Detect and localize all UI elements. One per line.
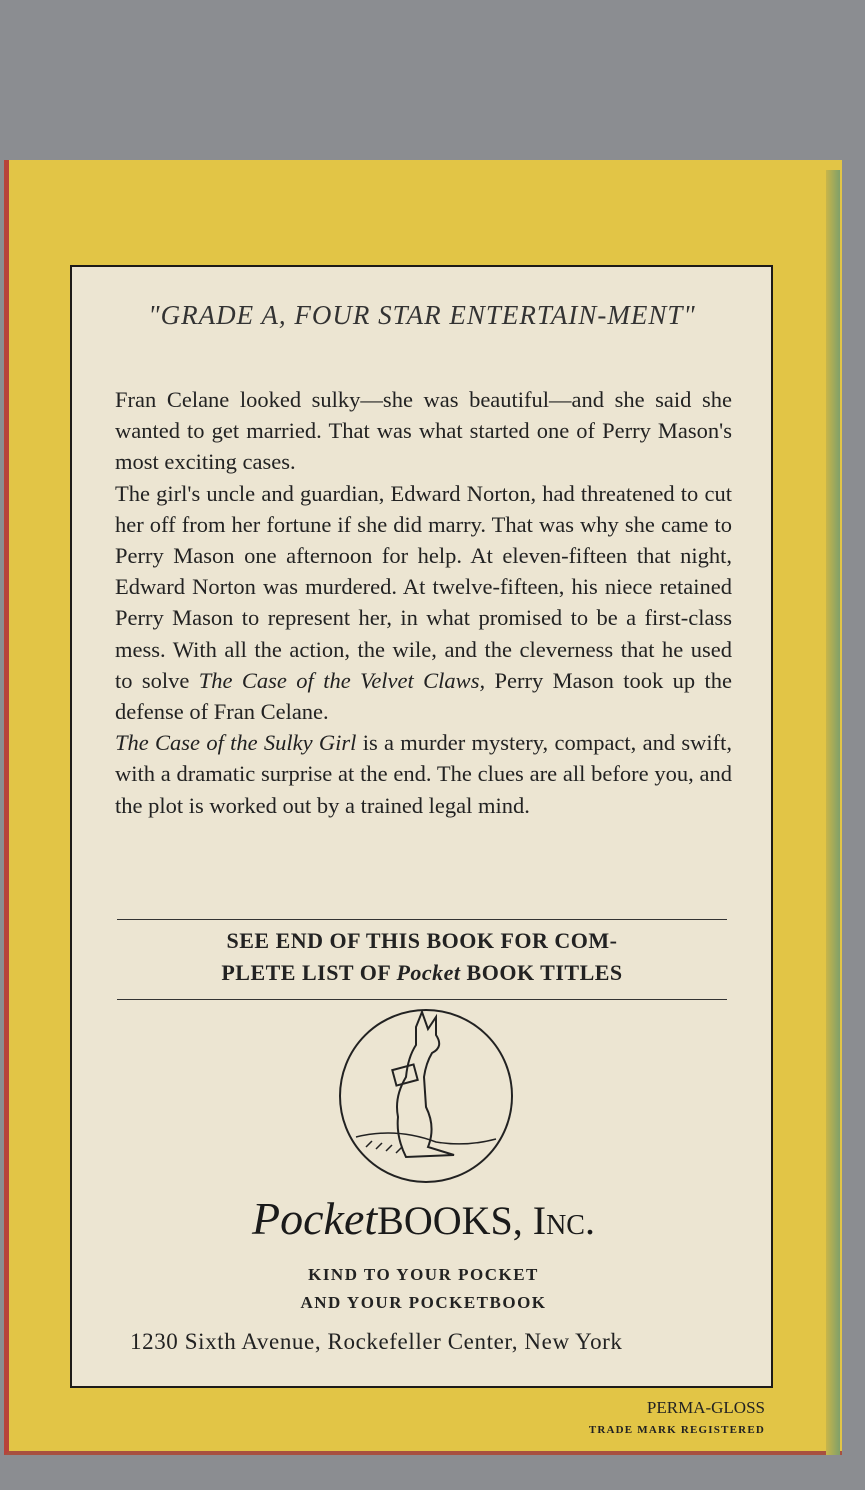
publisher-address: 1230 Sixth Avenue, Rockefeller Center, New York: [130, 1329, 623, 1354]
divider: [117, 999, 727, 1000]
book-title: The Case of the Sulky Girl: [115, 730, 357, 756]
trademark-label: TRADE MARK REGISTERED: [588, 1424, 765, 1436]
paragraph-2: [115, 478, 732, 728]
notice-line: PLETE LIST OF Pocket BOOK TITLES: [221, 960, 623, 985]
paragraph-3: [115, 727, 732, 821]
text: is a murder mystery, compact, and swift, with a dramatic surprise at the end. The clues are all before you, and the plot is worked out by a trained legal mind.: [115, 730, 732, 818]
blurb-panel: [70, 265, 773, 1388]
paragraph-1: Fran Celane looked sulky—she was beautiful—and she said she wanted to get married. That was what started one of Perry Mason's most exciting cases.: [115, 387, 732, 475]
tagline-line-2: AND YOUR POCKETBOOK: [300, 1293, 547, 1312]
tagline-line-1: KIND TO YOUR POCKET: [308, 1265, 539, 1284]
perma-gloss-label: PERMA-GLOSS: [646, 1398, 765, 1417]
kangaroo-logo-icon: [336, 1007, 516, 1185]
blurb-text: [115, 384, 732, 821]
book-title: The Case of the Velvet Claws,: [198, 667, 486, 693]
publisher-name: PocketBOOKS, Inc.: [252, 1193, 595, 1244]
divider: [117, 919, 727, 920]
headline: "GRADE A, FOUR STAR ENTERTAIN-MENT": [148, 300, 696, 330]
text: Perry Mason took up the defense of Fran Celane.: [115, 667, 732, 725]
text: The girl's uncle and guardian, Edward Norton, had threatened to cut her off from her fortune if she did marry. That was why she came to Perry Mason one afternoon for help. At eleven-fifteen that night, Edward Norton was murdered. At twelve-fifteen, his niece retained Perry Mason to represent her, in what promised to be a first-class mess. With all the action, the wile, and the cleverness that he used to solve: [115, 480, 732, 693]
see-end-notice: [117, 925, 727, 989]
notice-line: SEE END OF THIS BOOK FOR COM-: [226, 928, 618, 953]
book-spine: [826, 170, 840, 1455]
